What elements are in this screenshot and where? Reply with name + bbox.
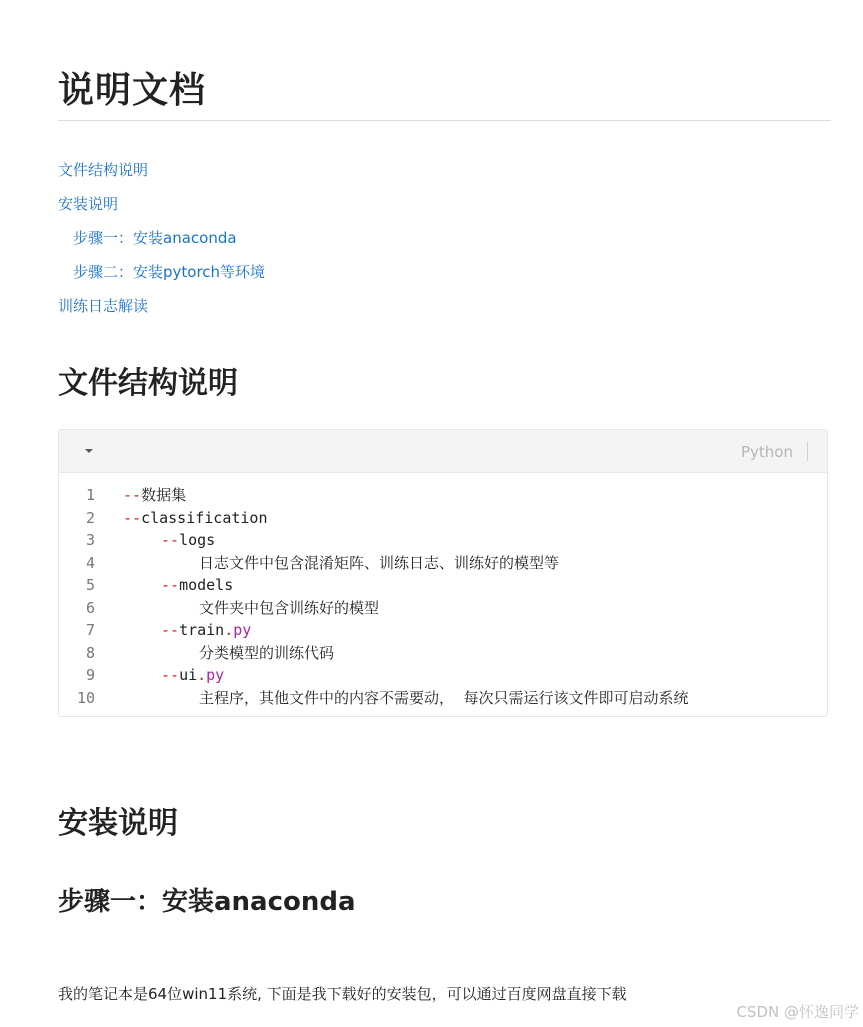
code-identifier: train: [179, 621, 225, 639]
watermark: CSDN @怀逸同学: [736, 1003, 859, 1021]
code-line: [59, 484, 827, 507]
code-text: [199, 597, 379, 620]
code-operator: --: [161, 576, 180, 594]
code-text: [123, 484, 186, 507]
code-operator: --: [161, 666, 180, 684]
code-text: [161, 619, 251, 642]
code-line: [59, 597, 827, 620]
toc-link-training-log[interactable]: 训练日志解读: [58, 297, 149, 315]
code-identifier: ui: [179, 666, 198, 684]
line-number: 8: [85, 643, 95, 662]
code-identifier: models: [179, 576, 234, 594]
code-identifier: logs: [179, 531, 216, 549]
code-text: [199, 687, 689, 710]
code-body: [59, 473, 827, 709]
code-block: [58, 429, 828, 717]
code-line: [59, 574, 827, 597]
code-extension: py: [206, 666, 225, 684]
code-comment-text: 文件夹中包含训练好的模型: [199, 598, 380, 617]
code-text: [161, 664, 224, 687]
line-number: 9: [85, 666, 95, 684]
code-identifier: 数据集: [141, 486, 187, 504]
section-heading-step1: 步骤一：安装anaconda: [58, 887, 356, 917]
line-number: 4: [85, 553, 95, 572]
code-identifier: classification: [141, 508, 268, 527]
line-number: 2: [85, 508, 95, 527]
code-comment-text: 分类模型的训练代码: [199, 643, 335, 662]
code-line: [59, 642, 827, 665]
section-heading-install: 安装说明: [58, 806, 178, 841]
code-line: [59, 664, 827, 687]
code-dot: .: [197, 666, 207, 684]
caret-down-icon[interactable]: [81, 444, 97, 458]
code-text: [199, 552, 559, 575]
page-title: 说明文档: [58, 70, 207, 111]
code-operator: --: [123, 508, 142, 527]
code-dot: .: [224, 621, 234, 639]
code-line: [59, 687, 827, 710]
section-heading-file-structure: 文件结构说明: [58, 366, 238, 401]
code-text: [161, 529, 215, 552]
code-operator: --: [161, 531, 180, 549]
code-text: [161, 574, 233, 597]
code-language-label[interactable]: Python: [741, 443, 793, 461]
code-line: [59, 529, 827, 552]
table-of-contents: [58, 158, 265, 328]
code-text: [123, 507, 268, 530]
toc-link-step2-pytorch[interactable]: 步骤二：安装pytorch等环境: [73, 263, 266, 281]
header-divider: [807, 442, 808, 461]
code-line: [59, 619, 827, 642]
toc-link-step1-anaconda[interactable]: 步骤一：安装anaconda: [73, 229, 237, 247]
line-number: 3: [85, 531, 95, 549]
line-number: 5: [85, 576, 95, 594]
code-line: [59, 552, 827, 575]
line-number: 6: [85, 598, 95, 617]
line-number: 1: [85, 486, 95, 504]
line-number: 7: [85, 621, 95, 639]
toc-link-file-structure[interactable]: 文件结构说明: [58, 161, 149, 179]
code-block-header: [59, 430, 827, 473]
code-operator: --: [123, 486, 142, 504]
code-extension: py: [233, 621, 252, 639]
code-operator: --: [161, 621, 180, 639]
code-line: [59, 507, 827, 530]
title-divider: [58, 120, 831, 121]
code-comment-text: 主程序，其他文件中的内容不需要动， 每次只需运行该文件即可启动系统: [199, 688, 689, 707]
line-number: 10: [76, 688, 95, 707]
code-text: [199, 642, 334, 665]
body-paragraph: 我的笔记本是64位win11系统, 下面是我下载好的安装包，可以通过百度网盘直接下载: [58, 985, 627, 1003]
code-comment-text: 日志文件中包含混淆矩阵、训练日志、训练好的模型等: [199, 553, 560, 572]
toc-link-install[interactable]: 安装说明: [58, 195, 119, 213]
